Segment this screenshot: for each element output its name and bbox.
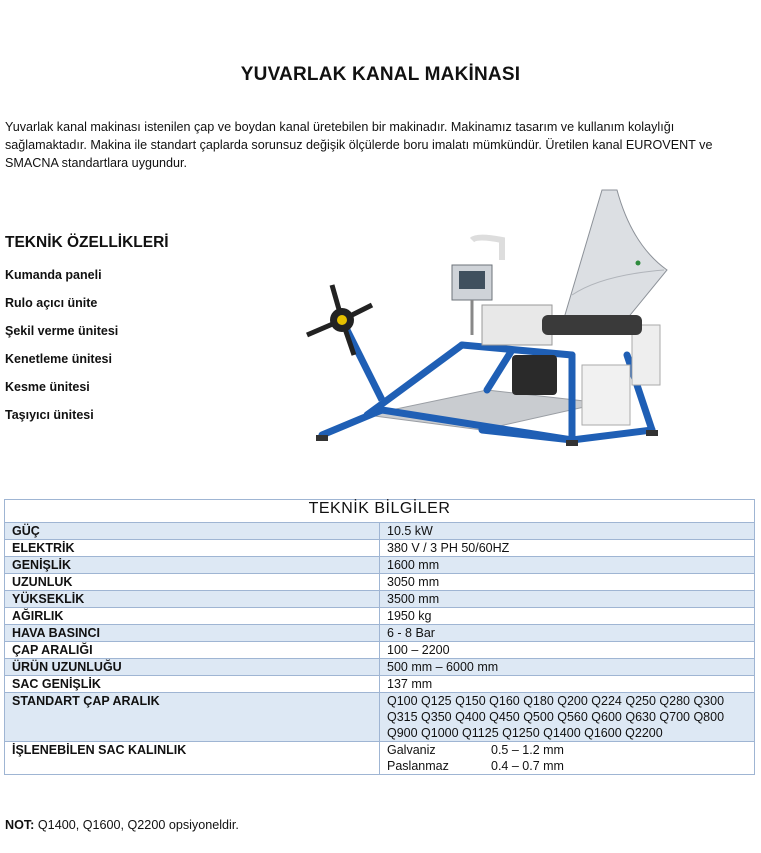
thickness-range: 0.5 – 1.2 mm: [491, 743, 564, 757]
specs-heading: TEKNİK BİLGİLER: [5, 500, 755, 523]
machine-image: [272, 185, 672, 460]
table-row: [5, 557, 755, 574]
table-row: [5, 625, 755, 642]
table-row: [5, 742, 755, 775]
specs-table: [4, 499, 755, 775]
feature-item: Kesme ünitesi: [5, 380, 90, 394]
spec-label: İŞLENEBİLEN SAC KALINLIK: [5, 742, 380, 775]
feature-item: Şekil verme ünitesi: [5, 324, 119, 338]
spec-label: AĞIRLIK: [5, 608, 380, 625]
features-heading: TEKNİK ÖZELLİKLERİ: [5, 234, 169, 251]
page-title: YUVARLAK KANAL MAKİNASI: [240, 64, 521, 85]
spec-value: 1950 kg: [380, 608, 755, 625]
table-row: [5, 523, 755, 540]
spec-label: YÜKSEKLİK: [5, 591, 380, 608]
spec-label: ÜRÜN UZUNLUĞU: [5, 659, 380, 676]
spec-value: 1600 mm: [380, 557, 755, 574]
spec-label: UZUNLUK: [5, 574, 380, 591]
spec-label: GÜÇ: [5, 523, 380, 540]
thickness-line: [387, 742, 747, 758]
spec-value: 3050 mm: [380, 574, 755, 591]
spec-label: GENİŞLİK: [5, 557, 380, 574]
forming-cone: [562, 190, 667, 325]
table-row: [5, 693, 755, 742]
thickness-material: Galvaniz: [387, 743, 436, 757]
control-cabinet: [582, 365, 630, 425]
spec-label: STANDART ÇAP ARALIK: [5, 693, 380, 742]
spec-value: 500 mm – 6000 mm: [380, 659, 755, 676]
intro-paragraph: Yuvarlak kanal makinası istenilen çap ve boydan kanal üretebilen bir makinadır. Makinamız tasarım ve kullanım kolaylığı sağlamaktadır. Makina ile standart çaplarda sorunsuz değişik ölçülerde boru imalatı mümkündür. Üretilen kanal EUROVENT ve SMACNA standartlara uygundur.: [5, 120, 713, 170]
feature-item: Kumanda paneli: [5, 268, 102, 282]
note-label: NOT:: [5, 818, 35, 832]
spec-value: 10.5 kW: [380, 523, 755, 540]
table-row: [5, 591, 755, 608]
spec-value: 100 – 2200: [380, 642, 755, 659]
features-list: [5, 266, 118, 434]
spec-value: 380 V / 3 PH 50/60HZ: [380, 540, 755, 557]
table-row: [5, 676, 755, 693]
spec-label: HAVA BASINCI: [5, 625, 380, 642]
table-row: [5, 540, 755, 557]
spec-label: ÇAP ARALIĞI: [5, 642, 380, 659]
spec-label: SAC GENİŞLİK: [5, 676, 380, 693]
table-row: [5, 574, 755, 591]
spec-label: ELEKTRİK: [5, 540, 380, 557]
feature-item: Taşıyıcı ünitesi: [5, 408, 94, 422]
thickness-material: Paslanmaz: [387, 759, 449, 773]
spec-value: 6 - 8 Bar: [380, 625, 755, 642]
decoiler: [307, 285, 382, 400]
spec-value: [380, 742, 755, 775]
spec-value: 3500 mm: [380, 591, 755, 608]
spec-value: Q100 Q125 Q150 Q160 Q180 Q200 Q224 Q250 Q280 Q300 Q315 Q350 Q400 Q450 Q500 Q560 Q600 Q630 Q700 Q800 Q900 Q1000 Q1125 Q1250 Q1400 Q1600 Q2200: [380, 693, 755, 742]
table-row: [5, 608, 755, 625]
motor: [512, 355, 557, 395]
thickness-range: 0.4 – 0.7 mm: [491, 759, 564, 773]
feature-item: Rulo açıcı ünite: [5, 296, 98, 310]
table-row: [5, 642, 755, 659]
spec-value: 137 mm: [380, 676, 755, 693]
note-text: Q1400, Q1600, Q2200 opsiyoneldir.: [34, 818, 239, 832]
table-row: [5, 659, 755, 676]
note: [5, 818, 239, 832]
feature-item: Kenetleme ünitesi: [5, 352, 112, 366]
thickness-line: [387, 758, 747, 774]
